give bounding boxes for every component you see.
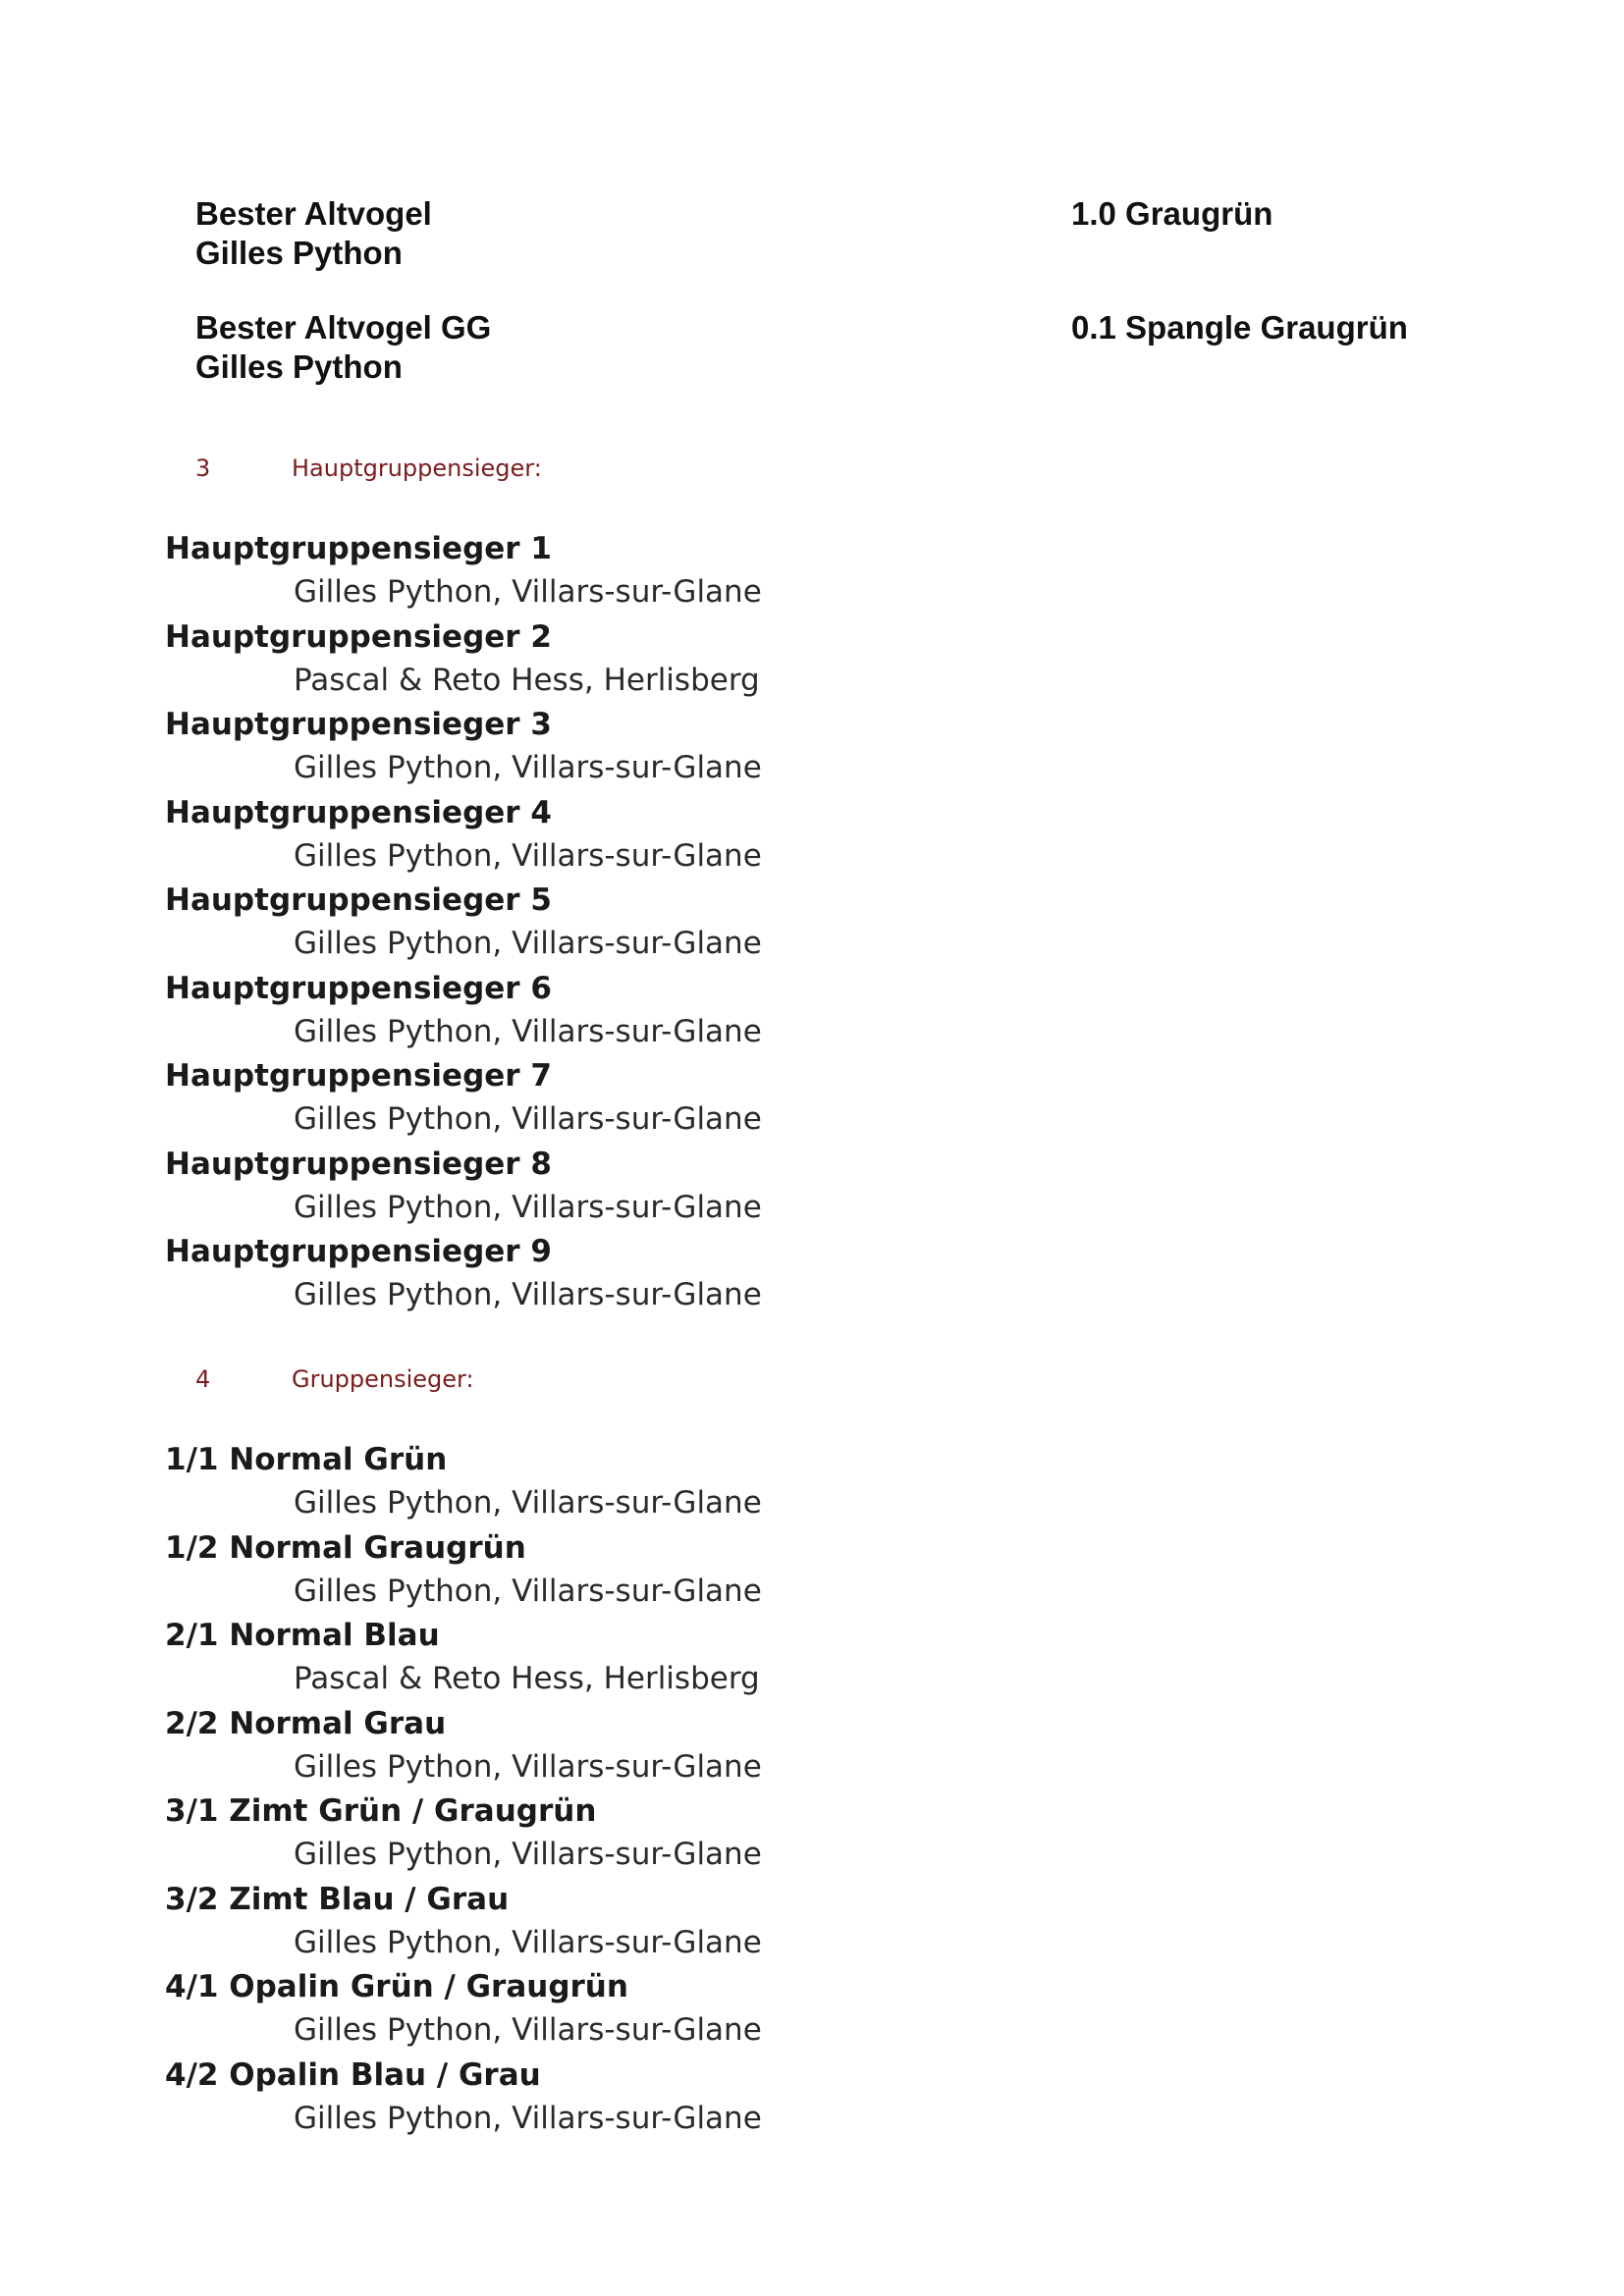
list-item xyxy=(165,967,1343,1055)
entry-winner: Gilles Python, Villars-sur-Glane xyxy=(294,1748,762,1785)
list-item xyxy=(165,1614,1343,1702)
award-title: Bester Altvogel xyxy=(195,195,432,232)
award-winner-name: Gilles Python xyxy=(195,348,403,385)
section-number: 4 xyxy=(195,1365,211,1393)
entry-title: 3/2 Zimt Blau / Grau xyxy=(165,1881,510,1917)
section-label: Gruppensieger: xyxy=(292,1365,474,1393)
entry-title: 1/2 Normal Graugrün xyxy=(165,1529,526,1566)
entry-title: 1/1 Normal Grün xyxy=(165,1442,448,1477)
group-winners-list xyxy=(165,1438,1343,2141)
list-item xyxy=(165,1878,1343,1966)
entry-title: 2/2 Normal Grau xyxy=(165,1705,447,1741)
award-bird-class: 1.0 Graugrün xyxy=(1071,195,1273,232)
entry-winner: Gilles Python, Villars-sur-Glane xyxy=(294,1013,762,1049)
list-item xyxy=(165,791,1343,880)
entry-title: Hauptgruppensieger 1 xyxy=(165,531,552,566)
section-label: Hauptgruppensieger: xyxy=(292,454,542,482)
main-group-winners-list xyxy=(165,527,1343,1318)
list-item xyxy=(165,1143,1343,1231)
list-item xyxy=(165,879,1343,967)
award-winner-name: Gilles Python xyxy=(195,235,403,271)
entry-winner: Gilles Python, Villars-sur-Glane xyxy=(294,837,762,874)
list-item xyxy=(165,1965,1343,2054)
entry-title: Hauptgruppensieger 3 xyxy=(165,707,552,742)
entry-title: Hauptgruppensieger 4 xyxy=(165,794,552,830)
award-title: Bester Altvogel GG xyxy=(195,309,492,346)
list-item xyxy=(165,1526,1343,1615)
entry-winner: Gilles Python, Villars-sur-Glane xyxy=(294,2012,762,2048)
entry-winner: Pascal & Reto Hess, Herlisberg xyxy=(294,1661,760,1696)
list-item xyxy=(165,527,1343,615)
list-item xyxy=(165,1230,1343,1318)
list-item xyxy=(165,703,1343,791)
entry-winner: Gilles Python, Villars-sur-Glane xyxy=(294,1485,762,1521)
entry-winner: Gilles Python, Villars-sur-Glane xyxy=(294,1924,762,1960)
entry-title: Hauptgruppensieger 6 xyxy=(165,970,552,1006)
list-item xyxy=(165,2054,1343,2142)
award-bird-class: 0.1 Spangle Graugrün xyxy=(1071,309,1408,346)
entry-winner: Gilles Python, Villars-sur-Glane xyxy=(294,1837,762,1872)
entry-title: 4/2 Opalin Blau / Grau xyxy=(165,2056,541,2093)
entry-winner: Gilles Python, Villars-sur-Glane xyxy=(294,926,762,961)
entry-title: Hauptgruppensieger 7 xyxy=(165,1058,552,1094)
list-item xyxy=(165,1789,1343,1878)
entry-winner: Gilles Python, Villars-sur-Glane xyxy=(294,1189,762,1225)
list-item xyxy=(165,1702,1343,1790)
entry-title: Hauptgruppensieger 2 xyxy=(165,618,552,655)
list-item xyxy=(165,1054,1343,1143)
entry-title: 4/1 Opalin Grün / Graugrün xyxy=(165,1969,628,2004)
entry-title: 2/1 Normal Blau xyxy=(165,1618,440,1653)
entry-winner: Pascal & Reto Hess, Herlisberg xyxy=(294,662,760,698)
section-number: 3 xyxy=(195,454,211,482)
entry-winner: Gilles Python, Villars-sur-Glane xyxy=(294,2100,762,2136)
entry-winner: Gilles Python, Villars-sur-Glane xyxy=(294,750,762,785)
entry-winner: Gilles Python, Villars-sur-Glane xyxy=(294,1277,762,1312)
entry-title: Hauptgruppensieger 9 xyxy=(165,1234,552,1269)
entry-winner: Gilles Python, Villars-sur-Glane xyxy=(294,574,762,610)
list-item xyxy=(165,615,1343,704)
entry-winner: Gilles Python, Villars-sur-Glane xyxy=(294,1101,762,1137)
entry-title: Hauptgruppensieger 5 xyxy=(165,882,552,918)
entry-title: Hauptgruppensieger 8 xyxy=(165,1146,552,1182)
list-item xyxy=(165,1438,1343,1526)
entry-winner: Gilles Python, Villars-sur-Glane xyxy=(294,1573,762,1609)
entry-title: 3/1 Zimt Grün / Graugrün xyxy=(165,1793,597,1829)
